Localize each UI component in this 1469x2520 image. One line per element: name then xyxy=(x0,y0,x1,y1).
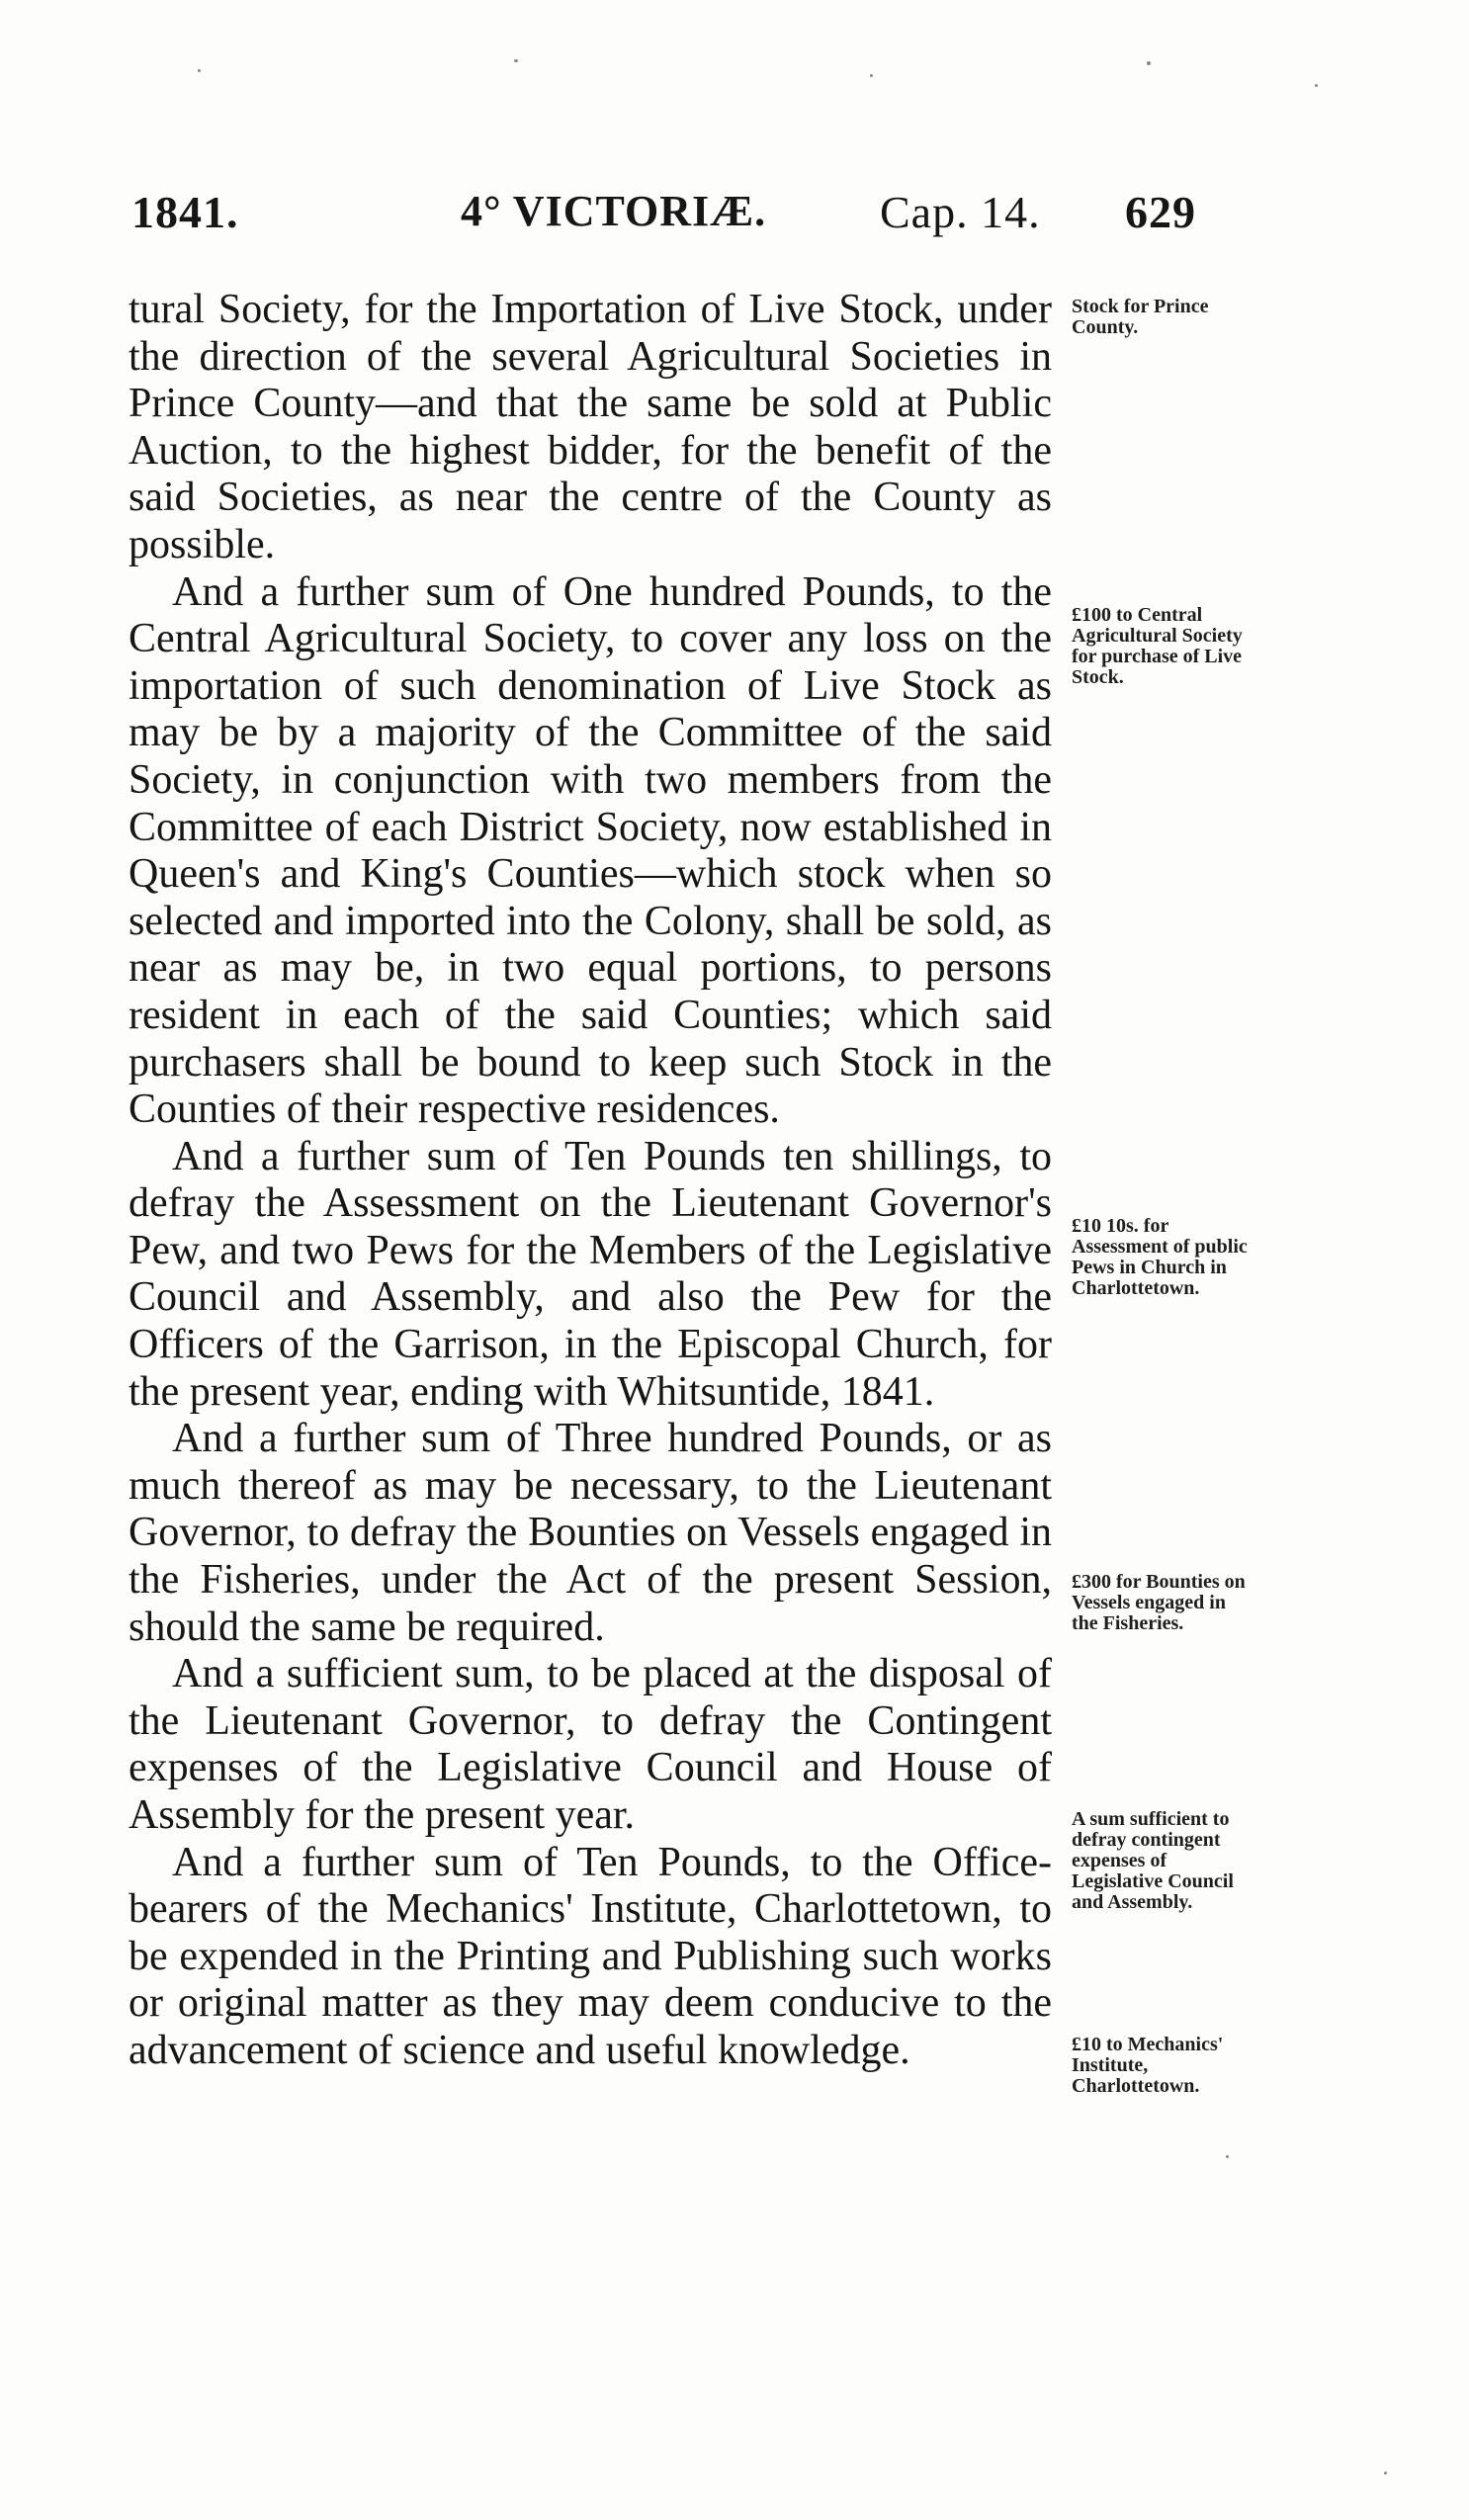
print-speck xyxy=(870,74,873,77)
paragraph-text: And a sufficient sum, to be placed at the disposal of the Lieutenant Governor, to defray the Contingent expenses of the Legislative Council and House of Assembly for the present year. xyxy=(129,1651,1052,1838)
paragraph-contingent-expenses xyxy=(129,1651,1052,1839)
print-speck xyxy=(1384,2472,1387,2475)
margin-note-central-society: £100 to Central Agricultural Society for purchase of Live Stock. xyxy=(1072,604,1243,688)
paragraph-mechanics-institute xyxy=(129,1840,1052,2075)
header-chapter: Cap. 14. xyxy=(880,187,1041,237)
paragraph-text: And a further sum of Ten Pounds ten shillings, to defray the Assessment on the Lieutenant Governor's Pew, and two Pews for the Members of the Legislative Council and Assembly, and also the Pew for the Officers of the Garrison, in the Episcopal Church, for the present year, ending with Whitsuntide, 1841. xyxy=(129,1133,1052,1415)
print-speck xyxy=(514,59,518,62)
header-year: 1841. xyxy=(131,187,239,237)
print-speck xyxy=(198,69,201,72)
print-speck xyxy=(1226,2155,1229,2158)
paragraph-text: And a further sum of One hundred Pounds, to the Central Agricultural Society, to cover any loss on the importation of such denomination of Live Stock as may be by a majority of the Committee of the said Society, in conjunction with two members from the Committee of each District Society, now established in Queen's and King's Counties—which stock when so selected and imported into the Colony, shall be sold, as near as may be, in two equal portions, to persons resident in each of the said Counties; which said purchasers shall be bound to keep such Stock in the Counties of their respective residences. xyxy=(129,568,1052,1133)
margin-note-pews: £10 10s. for Assessment of public Pews in Church in Charlottetown. xyxy=(1072,1215,1248,1299)
margin-note-mechanics: £10 to Mechanics' Institute, Charlottetown. xyxy=(1072,2034,1224,2097)
margin-note-bounties: £300 for Bounties on Vessels engaged in the Fisheries. xyxy=(1072,1571,1246,1634)
running-header xyxy=(0,186,1469,245)
margin-note-prince-county: Stock for Prince County. xyxy=(1072,296,1209,338)
body-text xyxy=(129,287,1052,2075)
print-speck xyxy=(1315,84,1318,87)
paragraph-text: tural Society, for the Importation of Live Stock, under the direction of the several Agricultural Societies in Prince County—and that the same be sold at Public Auction, to the highest bidder, for the benefit of the said Societies, as near the centre of the County as possible. xyxy=(129,287,1052,567)
print-speck xyxy=(1147,61,1151,65)
paragraph-prince-county-stock xyxy=(129,287,1052,569)
paragraph-fishery-bounties xyxy=(129,1416,1052,1651)
margin-note-contingent: A sum sufficient to defray contingent expenses of Legislative Council and Assembly. xyxy=(1072,1808,1234,1913)
paragraph-church-pews xyxy=(129,1134,1052,1417)
paragraph-text: And a further sum of Three hundred Pounds, or as much thereof as may be necessary, to the Lieutenant Governor, to defray the Bounties on Vessels engaged in the Fisheries, under the Act of the present Session, should the same be required. xyxy=(129,1416,1052,1650)
header-page-number: 629 xyxy=(1125,187,1196,237)
paragraph-text: And a further sum of Ten Pounds, to the Office-bearers of the Mechanics' Institute, Charlottetown, to be expended in the Printing and Publishing such works or original matter as they may deem conducive to the advancement of science and useful knowledge. xyxy=(129,1839,1052,2073)
paragraph-central-society xyxy=(129,569,1052,1134)
header-title: 4° VICTORIÆ. xyxy=(461,187,767,235)
